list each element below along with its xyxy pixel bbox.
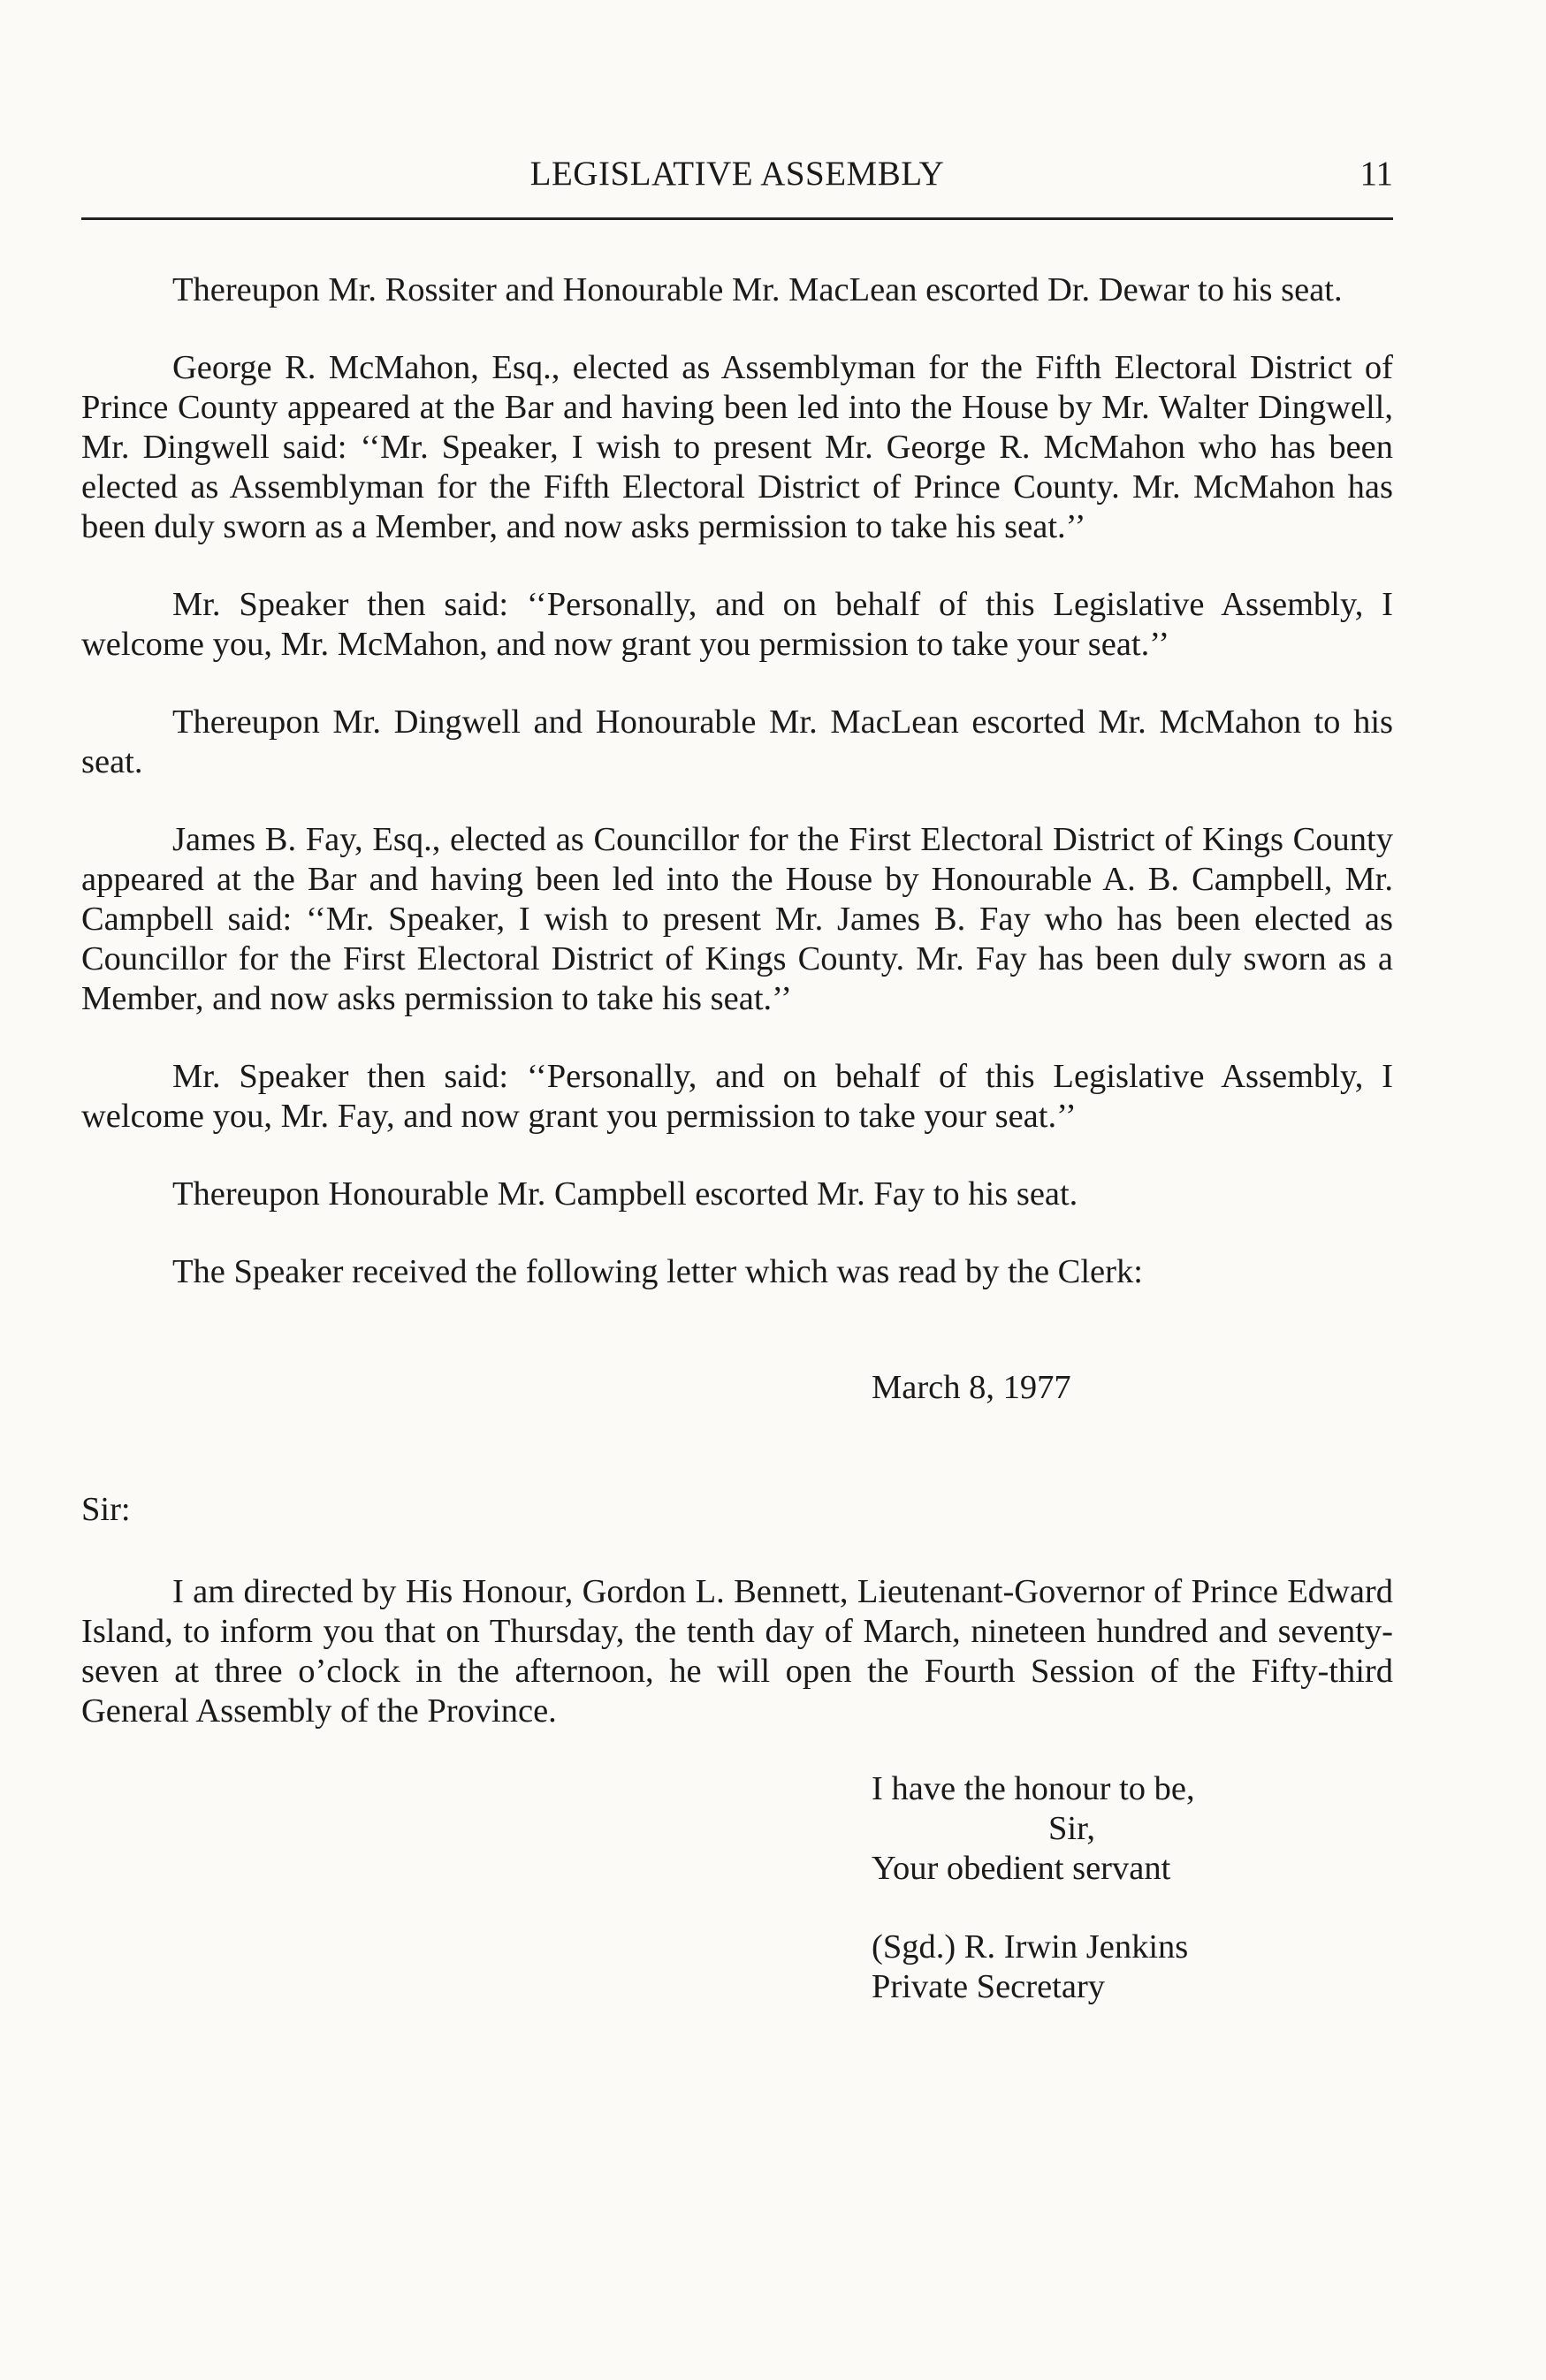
document-body bbox=[81, 270, 1393, 2007]
paragraph: The Speaker received the following letter which was read by the Clerk: bbox=[172, 1253, 1143, 1290]
letter-salutation: Sir: bbox=[81, 1491, 131, 1528]
signature-title: Private Secretary bbox=[872, 1968, 1106, 2005]
signature-name: (Sgd.) R. Irwin Jenkins bbox=[872, 1928, 1189, 1966]
running-title: LEGISLATIVE ASSEMBLY bbox=[529, 155, 945, 193]
page-header bbox=[81, 154, 1393, 203]
paragraph: Thereupon Mr. Rossiter and Honourable Mr. MacLean escorted Dr. Dewar to his seat. bbox=[172, 271, 1343, 308]
paragraph: James B. Fay, Esq., elected as Councillor for the First Electoral District of Kings County appeared at the Bar and having been led into the House by Honourable A. B. Campbell, Mr. Campbell said: ‘‘Mr. Speaker, I wish to present Mr. James B. Fay who has been elected as Councillor for the First Electoral District of Kings County. Mr. Fay has been duly sworn as a Member, and now asks permission to take his seat.’’ bbox=[81, 821, 1393, 1017]
closing-line: I have the honour to be, bbox=[872, 1770, 1195, 1807]
paragraph: George R. McMahon, Esq., elected as Assemblyman for the Fifth Electoral District of Prince County appeared at the Bar and having been led into the House by Mr. Walter Dingwell, Mr. Dingwell said: ‘‘Mr. Speaker, I wish to present Mr. George R. McMahon who has been elected as Assemblyman for the Fifth Electoral District of Prince County. Mr. McMahon has been duly sworn as a Member, and now asks permission to take his seat.’’ bbox=[81, 349, 1393, 545]
paragraph: Mr. Speaker then said: ‘‘Personally, and on behalf of this Legislative Assembly, I welcome you, Mr. Fay, and now grant you permission to take your seat.’’ bbox=[81, 1058, 1393, 1135]
paragraph: Thereupon Mr. Dingwell and Honourable Mr. MacLean escorted Mr. McMahon to his seat. bbox=[81, 703, 1393, 780]
closing-line: Your obedient servant bbox=[872, 1850, 1171, 1887]
header-divider bbox=[81, 217, 1393, 220]
letter-body: I am directed by His Honour, Gordon L. Bennett, Lieutenant-Governor of Prince Edward Island, to inform you that on Thursday, the tenth day of March, nineteen hundred and seventy-seven at three o’clock in the afternoon, he will open the Fourth Session of the Fifty-third General Assembly of the Province. bbox=[81, 1573, 1393, 1730]
paragraph: Mr. Speaker then said: ‘‘Personally, and on behalf of this Legislative Assembly, I welcome you, Mr. McMahon, and now grant you permission to take your seat.’’ bbox=[81, 586, 1393, 663]
letter-closing bbox=[81, 1769, 1393, 1889]
paragraph: Thereupon Honourable Mr. Campbell escorted Mr. Fay to his seat. bbox=[172, 1175, 1078, 1213]
letter-date: March 8, 1977 bbox=[872, 1369, 1071, 1406]
page-number: 11 bbox=[1359, 155, 1393, 193]
letter-signature bbox=[81, 1928, 1393, 2007]
closing-line: Sir, bbox=[1048, 1810, 1096, 1847]
